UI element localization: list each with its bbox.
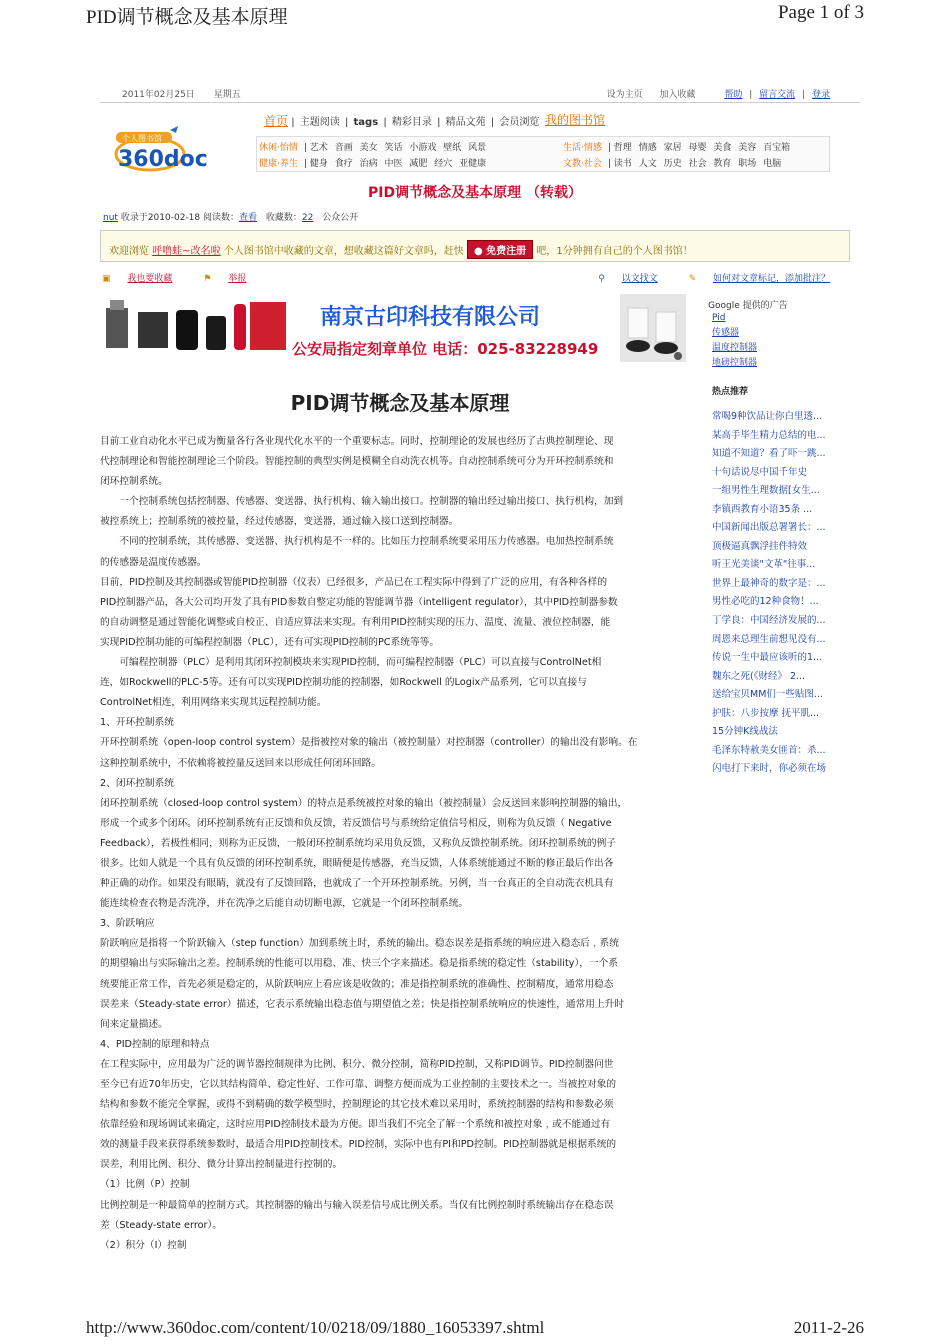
- category-item[interactable]: 读书: [613, 159, 632, 169]
- report-action[interactable]: [203, 274, 260, 284]
- article-line: 在工程实际中，应用最为广泛的调节器控制规律为比例、积分、微分控制，简称PID控制，又称PID调节。PID控制器问世: [100, 1058, 614, 1070]
- category-item[interactable]: 哲理: [613, 143, 632, 153]
- category-item[interactable]: 情感: [638, 143, 657, 153]
- category-row: [563, 140, 794, 153]
- hot-list: [712, 408, 848, 779]
- find-by-text-label: 以文找文: [621, 274, 658, 284]
- hot-item[interactable]: 毛泽东特赦美女匪首：杀...: [712, 744, 826, 756]
- logo-main-text: 360doc: [118, 147, 208, 172]
- separator: |: [607, 159, 611, 169]
- separator: |: [437, 117, 441, 128]
- annotate-label: 如何对文章标记，添加批注？: [712, 274, 830, 284]
- article-line: 至今已有近70年历史，它以其结构简单、稳定性好、工作可靠、调整方便而成为工业控制的主要技术之一。当被控对象的: [100, 1079, 617, 1090]
- category-item[interactable]: 音画: [334, 143, 353, 153]
- separator: |: [490, 117, 495, 128]
- article-body: [100, 432, 700, 1256]
- google-ads: [708, 298, 788, 368]
- article-line: Feedback），若极性相同，则称为正反馈，一般闭环控制系统均采用负反馈，又称负反馈控制系统。闭环控制系统的例子: [100, 837, 616, 849]
- article-line: 4、PID控制的原理和特点: [100, 1038, 210, 1050]
- hot-item[interactable]: 丁学良：中国经济发展的...: [712, 615, 826, 627]
- banner-company: 南京古印科技有限公司: [320, 305, 541, 330]
- category-item[interactable]: 电脑: [763, 159, 782, 169]
- article-line: PID控制器产品，各大公司均开发了具有PID参数自整定功能的智能调节器（intelligent regulator），其中PID控制器参数: [100, 596, 618, 608]
- category-item[interactable]: 社会: [688, 159, 707, 169]
- category-item[interactable]: 家居: [663, 143, 682, 153]
- category-item[interactable]: 经穴: [434, 159, 453, 169]
- author-link[interactable]: nut: [103, 213, 118, 223]
- category-box: [256, 136, 830, 172]
- article-meta: [103, 210, 358, 223]
- ad-photo[interactable]: [620, 294, 686, 362]
- article-line: 可编程控制器（PLC）是利用其闭环控制模块来实现PID控制，而可编程控制器（PLC）可以直接与ControlNet相: [100, 657, 602, 669]
- current-weekday: 星期五: [213, 90, 241, 100]
- article-line: 1、开环控制系统: [100, 717, 174, 729]
- category-row: [259, 140, 490, 153]
- category-health[interactable]: 健康·养生: [259, 159, 298, 169]
- collect-label: 我也要收藏: [127, 274, 173, 284]
- fav-count-label: 收藏数：: [265, 213, 302, 223]
- article-line: 能连续检查衣物是否洗净，并在洗净之后能自动切断电源，它就是一个闭环控制系统。: [100, 898, 469, 910]
- article-line: 2、闭环控制系统: [100, 777, 174, 789]
- category-item[interactable]: 母婴: [688, 143, 707, 153]
- hot-item[interactable]: 周恩来总理生前想见没有...: [712, 633, 826, 645]
- my-library-link[interactable]: 我的图书馆: [545, 113, 606, 127]
- separator: |: [303, 159, 307, 169]
- current-date: 2011年02月25日: [122, 90, 195, 100]
- article-line: 闭环控制系统（closed-loop control system）的特点是系统被控对象的输出（被控制量）会反送回来影响控制器的输出，: [100, 797, 628, 809]
- hot-item[interactable]: 李镇西教育小语35条 ...: [712, 503, 813, 515]
- article-line: 种正确的动作。如果没有眼睛，就没有了反馈回路，也就成了一个开环控制系统。另例，当一台真正的全自动洗衣机具有: [100, 878, 614, 890]
- print-header-title: PID调节概念及基本原理: [86, 7, 288, 28]
- top-bar: [100, 84, 860, 103]
- google-ads-label: Google 提供的广告: [708, 301, 788, 311]
- category-item[interactable]: 壁纸: [443, 143, 462, 153]
- separator: |: [749, 90, 753, 100]
- feedback-link[interactable]: 留言交流: [759, 90, 796, 100]
- category-education[interactable]: 文教·社会: [563, 159, 602, 169]
- print-footer-url: http://www.360doc.com/content/10/0218/09/1880_16053397.shtml: [86, 1318, 545, 1337]
- hot-item[interactable]: 闪电打下来时，你必须在场: [712, 763, 827, 775]
- article-line: 比例控制是一种最简单的控制方式。其控制器的输出与输入误差信号成比例关系。当仅有比例控制时系统输出存在稳态误: [100, 1199, 614, 1211]
- article-line: 连，如Rockwell的PLC-5等。还有可以实现PID控制功能的控制器，如Rockwell 的Logix产品系列，它可以直接与: [100, 677, 587, 689]
- category-item[interactable]: 小游戏: [409, 143, 437, 153]
- category-item[interactable]: 中医: [384, 159, 403, 169]
- public-label: 公众公开: [322, 213, 359, 223]
- article-line: 一个控制系统包括控制器、传感器、变送器、执行机构、输入输出接口。控制器的输出经过输出接口、执行机构，加到: [100, 496, 624, 508]
- register-button[interactable]: [467, 240, 533, 259]
- article-line: 结构和参数不能完全掌握，或得不到精确的数学模型时，控制理论的其它技术难以采用时，系统控制器的结构和参数必须: [100, 1099, 614, 1111]
- welcome-banner: [100, 230, 850, 262]
- category-item[interactable]: 美容: [738, 143, 757, 153]
- hot-title: 热点推荐: [712, 387, 749, 397]
- hot-item[interactable]: 知道不知道？看了吓一跳...: [712, 448, 826, 460]
- nav-members[interactable]: 会员浏览: [499, 117, 540, 128]
- category-item[interactable]: 笑话: [384, 143, 403, 153]
- article-line: 实现PID控制功能的可编程控制器（PLC），还有可实现PID控制的PC系统等等。: [100, 636, 440, 648]
- hot-item[interactable]: 15分钟K线战法: [712, 726, 778, 738]
- nav-catalog[interactable]: 精彩目录: [391, 117, 432, 128]
- nav-essays[interactable]: 精品文苑: [445, 117, 486, 128]
- ad-banner[interactable]: [100, 294, 618, 362]
- article-line: 的传感器是温度传感器。: [100, 556, 207, 568]
- nav-home[interactable]: 首页: [264, 114, 289, 128]
- hot-item[interactable]: 护肤：八步按摩 抚平肌...: [712, 707, 820, 719]
- banner-line2: 公安局指定刻章单位 电话：025-83228949: [292, 340, 599, 358]
- article-line: 这种控制系统中，不依赖将被控量反送回来以形成任何闭环回路。: [100, 757, 381, 769]
- add-favorite-link[interactable]: 加入收藏: [659, 90, 696, 100]
- print-page-number: Page 1 of 3: [777, 2, 864, 23]
- article-line: 开环控制系统（open-loop control system）是指被控对象的输出（被控制量）对控制器（controller）的输出没有影响。在: [100, 737, 638, 749]
- article-line: ControlNet相连，利用网络来实现其远程控制功能。: [100, 697, 327, 709]
- category-item[interactable]: 人文: [638, 159, 657, 169]
- separator: |: [607, 143, 611, 153]
- ad-link[interactable]: 温度控制器: [712, 343, 758, 353]
- ad-link[interactable]: Pid: [712, 313, 726, 323]
- main-nav: [264, 112, 541, 129]
- flag-icon: ⚑: [203, 274, 212, 284]
- hot-item[interactable]: 魏东之死(《财经》 2...: [712, 670, 806, 682]
- category-item[interactable]: 艺术: [309, 143, 328, 153]
- note-icon: ✎: [688, 274, 697, 284]
- welcome-suffix: 吧，1分钟拥有自己的个人图书馆！: [536, 246, 693, 257]
- article-line: 不同的控制系统，其传感器、变送器、执行机构是不一样的。比如压力控制系统要采用压力传感器。电加热控制系统: [100, 536, 614, 548]
- annotate-action[interactable]: [675, 274, 830, 284]
- hot-item[interactable]: 听王光美谈"文革"往事...: [712, 559, 816, 571]
- category-item[interactable]: 百宝箱: [763, 143, 791, 153]
- article-line: 闭环控制系统。: [100, 476, 168, 488]
- article-line: 效的测量手段来获得系统参数时，最适合用PID控制技术。PID控制，实际中也有PI和PD控制。PID控制器就是根据系统的: [100, 1139, 617, 1151]
- article-line: 的自动调整是通过智能化调整或自校正、自适应算法来实现。有利用PID控制实现的压力、温度、流量、液位控制器，能: [100, 616, 611, 628]
- hot-item[interactable]: 中国新闻出版总署署长：...: [712, 522, 826, 534]
- hot-item[interactable]: 十句话说尽中国千年史: [712, 466, 808, 478]
- nav-tags[interactable]: tags: [353, 117, 379, 128]
- article-header: PID调节概念及基本原理 （转载）: [368, 185, 582, 201]
- article-line: 形成一个或多个闭环。闭环控制系统有正反馈和负反馈，若反馈信号与系统给定值信号相反，则称为负反馈（ Negative: [100, 817, 612, 829]
- article-line: （2）积分（I）控制: [100, 1239, 187, 1251]
- article-line: 差（Steady-state error）。: [100, 1219, 223, 1231]
- user-icon: ●: [473, 246, 487, 257]
- separator: |: [383, 117, 387, 128]
- separator: |: [344, 117, 349, 128]
- article-line: （1）比例（P）控制: [100, 1179, 190, 1191]
- separator: |: [291, 117, 295, 128]
- welcome-text: 个人图书馆中收藏的文章，想收藏这篇好文章吗，赶快: [223, 246, 464, 257]
- category-item[interactable]: 美女: [359, 143, 378, 153]
- print-footer-date: 2011-2-26: [793, 1318, 864, 1337]
- fav-count-link[interactable]: 22: [301, 213, 314, 223]
- welcome-prefix: 欢迎浏览: [109, 246, 149, 257]
- hot-item[interactable]: 男性必吃的12种食物！...: [712, 596, 819, 608]
- hot-item[interactable]: 某高手毕生精力总结的电...: [712, 429, 826, 441]
- book-icon: ▣: [102, 274, 111, 284]
- category-leisure[interactable]: 休闲·怡情: [259, 143, 298, 153]
- hot-item[interactable]: 一组男性生理数据[女生...: [712, 485, 820, 497]
- category-life[interactable]: 生活·情感: [563, 143, 602, 153]
- separator: |: [303, 143, 307, 153]
- hot-item[interactable]: 传说一生中最应该听的1...: [712, 652, 823, 664]
- category-item[interactable]: 食疗: [334, 159, 353, 169]
- hot-item[interactable]: 顶极逼真飘浮挂件特效: [712, 540, 808, 552]
- article-line: 依靠经验和现场调试来确定，这时应用PID控制技术最为方便。即当我们不完全了解一个系统和被控对象﹐或不能通过有: [100, 1119, 611, 1131]
- welcome-user-link[interactable]: 呼噜蛙~改名啦: [152, 246, 221, 257]
- category-item[interactable]: 风景: [468, 143, 487, 153]
- article-line: 代控制理论和智能控制理论三个阶段。智能控制的典型实例是模糊全自动洗衣机等。自动控制系统可分为开环控制系统和: [100, 456, 614, 468]
- collect-action[interactable]: [102, 274, 186, 284]
- document-title: PID调节概念及基本原理: [290, 391, 510, 415]
- nav-topic-reading[interactable]: 主题阅读: [299, 117, 340, 128]
- login-link[interactable]: 登录: [811, 90, 830, 100]
- article-line: 很多。比如人就是一个具有负反馈的闭环控制系统，眼睛便是传感器，充当反馈，人体系统能通过不断的修正最后作出各: [100, 857, 614, 869]
- hot-item[interactable]: 世界上最神奇的数字是：...: [712, 577, 826, 589]
- article-line: 统要能正常工作，首先必须是稳定的，从阶跃响应上看应该是收敛的；准是指控制系统的准确性、控制精度，通常用稳态: [100, 978, 614, 990]
- article-line: 误差来（Steady-state error）描述，它表示系统输出稳态值与期望值之差；快是指控制系统响应的快速性，通常用上升时: [100, 998, 625, 1010]
- category-item[interactable]: 历史: [663, 159, 682, 169]
- hot-item[interactable]: 送给宝贝MM们一些贴图...: [712, 689, 823, 701]
- separator: |: [802, 90, 806, 100]
- read-count-link[interactable]: 查看: [238, 213, 257, 223]
- ad-link[interactable]: 传感器: [712, 328, 740, 338]
- register-label: 免费注册: [486, 246, 527, 257]
- article-line: 被控系统上；控制系统的被控量，经过传感器，变送器，通过输入接口送到控制器。: [100, 516, 459, 528]
- category-item[interactable]: 减肥: [409, 159, 428, 169]
- category-item[interactable]: 健身: [309, 159, 328, 169]
- article-line: 3、阶跃响应: [100, 918, 155, 930]
- article-line: 间来定量描述。: [100, 1018, 168, 1030]
- category-item[interactable]: 职场: [738, 159, 757, 169]
- category-item[interactable]: 治病: [359, 159, 378, 169]
- meta-collected: 收录于2010-02-18 阅读数：: [120, 213, 239, 223]
- article-line: 的期望输出与实际输出之差。控制系统的性能可以用稳、准、快三个字来描述。稳是指系统的稳定性（stability），一个系: [100, 958, 619, 970]
- site-logo[interactable]: [110, 124, 230, 174]
- find-by-text-action[interactable]: [584, 274, 657, 284]
- article-line: 目前，PID控制及其控制器或智能PID控制器（仪表）已经很多，产品已在工程实际中得到了广泛的应用，有各种各样的: [100, 576, 608, 588]
- article-line: 误差，利用比例、积分、微分计算出控制量进行控制的。: [100, 1159, 343, 1171]
- ad-link[interactable]: 地磅控制器: [712, 358, 758, 368]
- logo-top-text: 个人图书馆: [122, 134, 162, 143]
- set-home-link[interactable]: 设为主页: [606, 90, 643, 100]
- report-label: 举报: [228, 274, 247, 284]
- article-line: 目前工业自动化水平已成为衡量各行各业现代化水平的一个重要标志。同时，控制理论的发展也经历了古典控制理论、现: [100, 436, 614, 447]
- category-row: [259, 156, 490, 169]
- category-item[interactable]: 亚健康: [459, 159, 487, 169]
- search-icon: ⚲: [598, 274, 605, 284]
- category-item[interactable]: 美食: [713, 143, 732, 153]
- help-link[interactable]: 帮助: [724, 90, 743, 100]
- category-row: [563, 156, 785, 169]
- category-item[interactable]: 教育: [713, 159, 732, 169]
- hot-item[interactable]: 常喝9种饮品让你白里透...: [712, 411, 823, 422]
- article-line: 阶跃响应是指将一个阶跃输入（step function）加到系统上时，系统的输出。稳态误差是指系统的响应进入稳态后﹐系统: [100, 938, 619, 950]
